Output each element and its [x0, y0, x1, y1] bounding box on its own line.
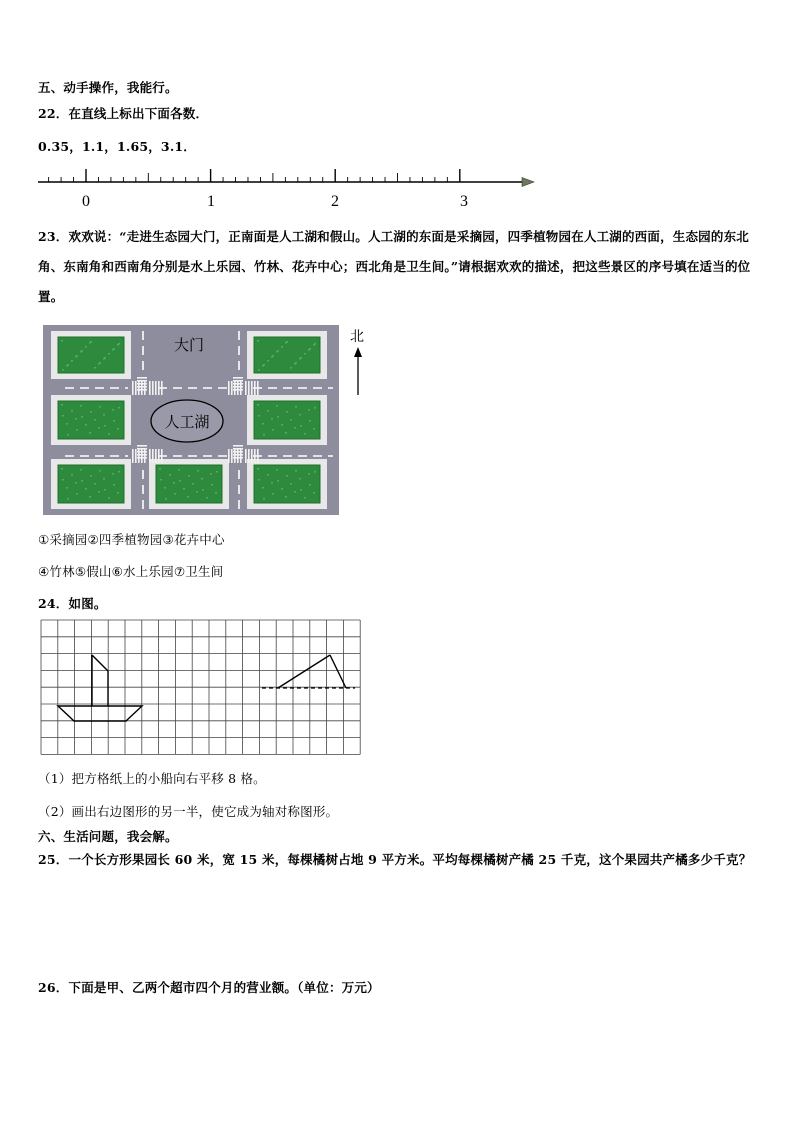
question-23-options-line-1 — [38, 530, 225, 548]
option-1: ①采摘园 — [38, 532, 88, 547]
crosswalk-stripe — [233, 377, 243, 379]
crosswalk-stripe — [135, 381, 137, 395]
crosswalk-stripe — [135, 449, 137, 463]
crosswalk-stripe — [231, 381, 233, 395]
crosswalk-stripe — [251, 449, 253, 463]
crosswalk-stripe — [161, 449, 163, 463]
crosswalk-stripe — [149, 381, 151, 395]
crosswalk-stripe — [233, 380, 243, 382]
option-4: ④竹林 — [38, 564, 75, 579]
crosswalk-stripe — [233, 389, 243, 391]
park-map — [43, 325, 339, 515]
north-arrow — [348, 327, 368, 399]
crosswalk-stripe — [149, 449, 151, 463]
map-block-7 — [247, 459, 327, 509]
crosswalk-stripe — [137, 454, 147, 456]
crosswalk-stripe — [137, 451, 147, 453]
number-line — [36, 164, 540, 212]
gate-label: 大门 — [173, 336, 205, 354]
crosswalk-stripe — [137, 386, 147, 388]
question-24-sub-1: （1）把方格纸上的小船向右平移 8 格。 — [38, 771, 266, 786]
question-24-sub-2: （2）画出右边图形的另一半，使它成为轴对称图形。 — [38, 804, 339, 819]
crosswalk-stripe — [155, 381, 157, 395]
map-block-1 — [51, 331, 131, 379]
question-25-text: 25．一个长方形果园长 60 米，宽 15 米，每棵橘树占地 9 平方米。平均每棵橘树产橘 25 千克，这个果园共产橘多少千克？ — [38, 852, 752, 867]
lake-label: 人工湖 — [164, 413, 210, 431]
map-block-3 — [51, 395, 131, 445]
crosswalk-stripe — [233, 457, 243, 459]
crosswalk-stripe — [137, 383, 147, 385]
crosswalk-stripe — [228, 381, 230, 395]
north-label: 北 — [350, 329, 364, 345]
crosswalk-stripe — [257, 449, 259, 463]
option-7: ⑦卫生间 — [173, 564, 224, 579]
tick-label-0: 0 — [82, 193, 90, 210]
crosswalk-stripe — [251, 381, 253, 395]
crosswalk-stripe — [245, 449, 247, 463]
crosswalk-stripe — [152, 449, 154, 463]
half-shape-figure — [278, 655, 346, 688]
crosswalk-stripe — [257, 381, 259, 395]
crosswalk-stripe — [248, 449, 250, 463]
crosswalk-stripe — [233, 448, 243, 450]
crosswalk-stripe — [231, 449, 233, 463]
crosswalk-stripe — [228, 449, 230, 463]
boat-figure — [58, 655, 142, 721]
crosswalk-stripe — [137, 380, 147, 382]
question-24-title: 24．如图。 — [38, 596, 107, 611]
question-23-text: 23．欢欢说：“走进生态园大门，正南面是人工湖和假山。人工湖的东面是采摘园，四季植物园在人工湖的西面，生态园的东北角、东南角和西南角分别是水上乐园、竹林、花卉中心；西北角是卫生间。”请根据欢欢的描述，把这些景区的序号填在适当的位置。 — [38, 229, 751, 304]
crosswalk-stripe — [137, 445, 147, 447]
crosswalk-stripe — [233, 451, 243, 453]
crosswalk-stripe — [152, 381, 154, 395]
section-heading-6: 六、生活问题，我会解。 — [38, 829, 178, 844]
crosswalk-stripe — [254, 449, 256, 463]
crosswalk-stripe — [137, 377, 147, 379]
number-line-arrow-icon — [522, 178, 534, 187]
question-23-options-line-2 — [38, 562, 223, 580]
question-22-numbers: 0.35，1.1，1.65，3.1． — [38, 139, 196, 154]
crosswalk-stripe — [161, 381, 163, 395]
option-6: ⑥水上乐园 — [111, 564, 174, 579]
crosswalk-stripe — [233, 386, 243, 388]
question-22-title: 22．在直线上标出下面各数． — [38, 106, 209, 121]
north-arrow-icon — [354, 347, 362, 357]
crosswalk-stripe — [233, 383, 243, 385]
crosswalk-stripe — [137, 457, 147, 459]
crosswalk-stripe — [155, 449, 157, 463]
tick-label-1: 1 — [207, 193, 215, 210]
map-block-5 — [51, 459, 131, 509]
map-block-4 — [247, 395, 327, 445]
option-5: ⑤假山 — [74, 564, 112, 579]
crosswalk-stripe — [233, 445, 243, 447]
crosswalk-stripe — [233, 454, 243, 456]
crosswalk-stripe — [132, 381, 134, 395]
section-heading-5: 五、动手操作，我能行。 — [38, 80, 178, 95]
crosswalk-stripe — [158, 381, 160, 395]
crosswalk-stripe — [254, 381, 256, 395]
grid-paper — [40, 619, 366, 761]
crosswalk-stripe — [137, 389, 147, 391]
map-block-6 — [149, 459, 229, 509]
option-3: ③花卉中心 — [162, 532, 225, 547]
option-2: ②四季植物园 — [87, 532, 163, 547]
crosswalk-stripe — [248, 381, 250, 395]
tick-label-3: 3 — [460, 193, 468, 210]
crosswalk-stripe — [245, 381, 247, 395]
crosswalk-stripe — [137, 448, 147, 450]
crosswalk-stripe — [132, 449, 134, 463]
crosswalk-stripe — [158, 449, 160, 463]
tick-label-2: 2 — [331, 193, 339, 210]
map-block-2 — [247, 331, 327, 379]
question-26-text: 26．下面是甲、乙两个超市四个月的营业额。（单位：万元） — [38, 980, 380, 995]
